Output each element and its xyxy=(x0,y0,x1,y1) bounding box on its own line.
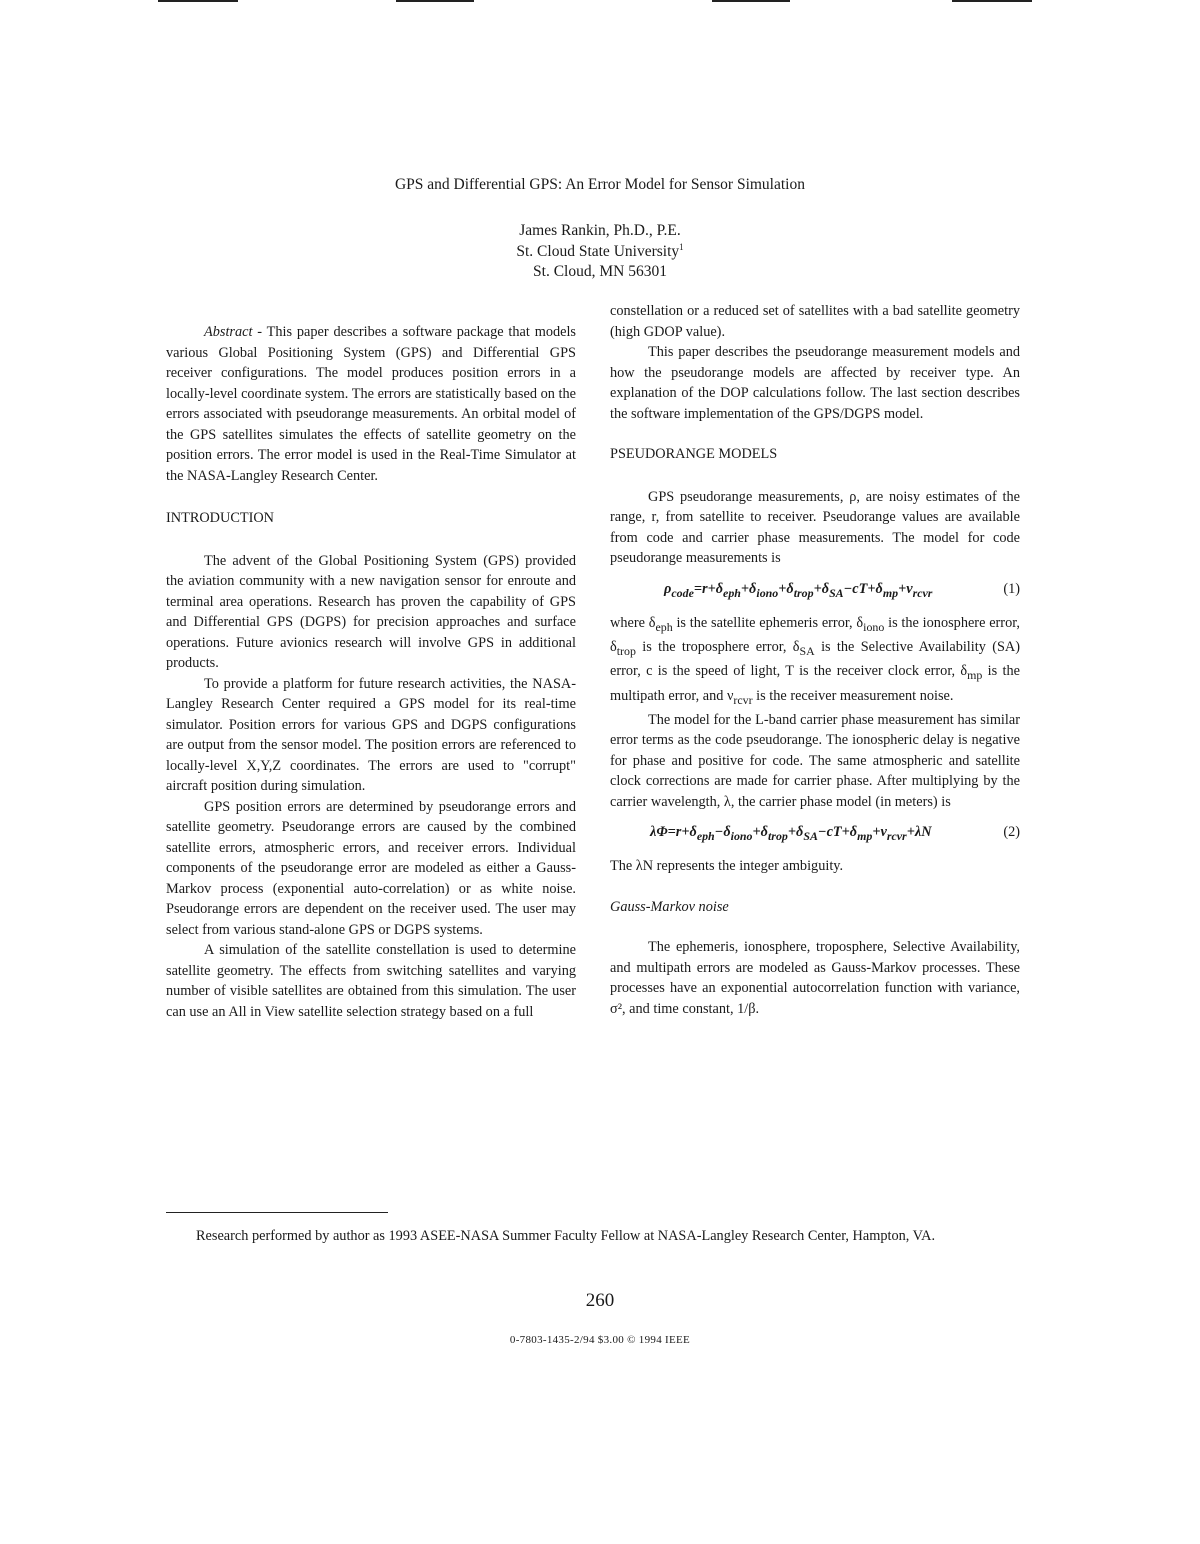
footnote-rule xyxy=(166,1212,388,1213)
subsection-heading-gauss-markov: Gauss-Markov noise xyxy=(610,898,729,915)
author-affiliation: St. Cloud State University$^1$ xyxy=(516,241,684,260)
intro-paragraph: The advent of the Global Positioning System (GPS) provided the aviation community with a new navigation sensor for enroute and terminal area operations. Research has proven the capability of GPS and Differential GPS (DGPS) for precision approaches and surface operations. Future avionics research will involve GPS in additional products. xyxy=(166,552,576,671)
author-block xyxy=(0,221,1200,283)
equation-1 xyxy=(610,569,1020,613)
gauss-markov-paragraph: The ephemeris, ionosphere, troposphere, Selective Availability, and multipath errors are modeled as Gauss-Markov processes. These processes have an exponential autocorrelation function with variance, σ², and time constant, 1/β. xyxy=(610,939,1020,1017)
section-heading-pseudorange: PSEUDORANGE MODELS xyxy=(610,446,778,462)
right-column xyxy=(610,301,1020,1019)
paper-title: GPS and Differential GPS: An Error Model for Sensor Simulation xyxy=(394,176,805,193)
equation-2 xyxy=(610,812,1020,856)
scan-rule xyxy=(158,0,238,2)
equation-2-expression: $\lambda\Phi=r+\delta_{eph}-\delta_{iono}+\delta_{trop}+\delta_{SA}-cT+\delta_{mp}+\nu_{rcvr}+\lambda N$ xyxy=(650,824,932,844)
left-column xyxy=(166,322,576,1022)
copyright-line: 0-7803-1435-2/94 $3.00 © 1994 IEEE xyxy=(509,1334,691,1346)
abstract-text: - This paper describes a software package that models various Global Positioning System (GPS) and Differential GPS receiver configurations. The model produces position errors in a locally-level coordinate system. The errors are statistically based on the errors associated with pseudorange measurements. An orbital model of the GPS satellites simulates the effects of satellite geometry on the position errors. The error model is used in the Real-Time Simulator at the NASA-Langley Research Center. xyxy=(166,324,576,484)
scan-rule xyxy=(712,0,790,2)
page-number: 260 xyxy=(585,1290,615,1311)
intro-paragraph: A simulation of the satellite constellation is used to determine satellite geometry. The effects from switching satellites and varying number of visible satellites are obtained from this simulation. The user can use an All in View satellite selection strategy based on a full xyxy=(166,942,576,1020)
where-paragraph: where $\delta_{eph}$ is the satellite ephemeris error, $\delta_{iono}$ is the ionosphere error, $\delta_{trop}$ is the troposphere error, $\delta_{SA}$ is the Selective Availability (SA) error, c is the speed of light, T is the receiver clock error, $\delta_{mp}$ is the multipath error, and $\nu_{rcvr}$ is the receiver measurement noise. xyxy=(610,614,1021,707)
abstract xyxy=(166,322,576,486)
section-heading-introduction: INTRODUCTION xyxy=(166,510,275,526)
author-name: James Rankin, Ph.D., P.E. xyxy=(519,222,681,239)
carrier-paragraph: The model for the L-band carrier phase measurement has similar error terms as the code pseudorange. The ionospheric delay is negative for phase and positive for code. The same atmospheric and satellite clock corrections are made for carrier phase. After multiplying by the carrier wavelength, λ, the carrier phase model (in meters) is xyxy=(610,711,1020,810)
abstract-label: Abstract xyxy=(204,324,253,340)
scan-rule xyxy=(396,0,474,2)
scan-rule xyxy=(952,0,1032,2)
equation-number: (2) xyxy=(1003,824,1020,841)
equation-number: (1) xyxy=(1003,580,1020,597)
pseudorange-intro: GPS pseudorange measurements, ρ, are noisy estimates of the range, r, from satellite to receiver. Pseudorange values are available from code and carrier phase measurements. The model for code pseudorange measurements is xyxy=(610,488,1020,566)
continuation-paragraph: constellation or a reduced set of satellites with a bad satellite geometry (high GDOP value). xyxy=(610,303,1020,340)
intro-paragraph: GPS position errors are determined by pseudorange errors and satellite geometry. Pseudorange errors are caused by the combined satellite errors, atmospheric errors, and receiver errors. Individual components of the pseudorange error are modeled as either a Gauss-Markov process (exponential auto-correlation) or as white noise. Pseudorange errors are dependent on the receiver used. The user may select from various stand-alone GPS or DGPS systems. xyxy=(166,798,576,938)
overview-paragraph: This paper describes the pseudorange measurement models and how the pseudorange models are affected by receiver type. An explanation of the DOP calculations follow. The last section describes the software implementation of the GPS/DGPS model. xyxy=(610,344,1020,422)
intro-paragraph: To provide a platform for future research activities, the NASA-Langley Research Center required a GPS model for its real-time simulator. Position errors for various GPS and DGPS configurations are output from the sensor model. The position errors are referenced to locally-level X,Y,Z coordinates. The errors are used to "corrupt" aircraft position during simulation. xyxy=(166,675,576,794)
author-location: St. Cloud, MN 56301 xyxy=(533,263,667,280)
equation-1-expression: $\rho_{code}=r+\delta_{eph}+\delta_{iono}+\delta_{trop}+\delta_{SA}-cT+\delta_{mp}+\nu_{rcvr}$ xyxy=(664,580,933,600)
footnote: Research performed by author as 1993 ASEE-NASA Summer Faculty Fellow at NASA-Langley Research Center, Hampton, VA. xyxy=(196,1228,936,1244)
integer-ambiguity-text: The λN represents the integer ambiguity. xyxy=(610,858,844,875)
footnote-mark: 1 xyxy=(679,241,684,252)
